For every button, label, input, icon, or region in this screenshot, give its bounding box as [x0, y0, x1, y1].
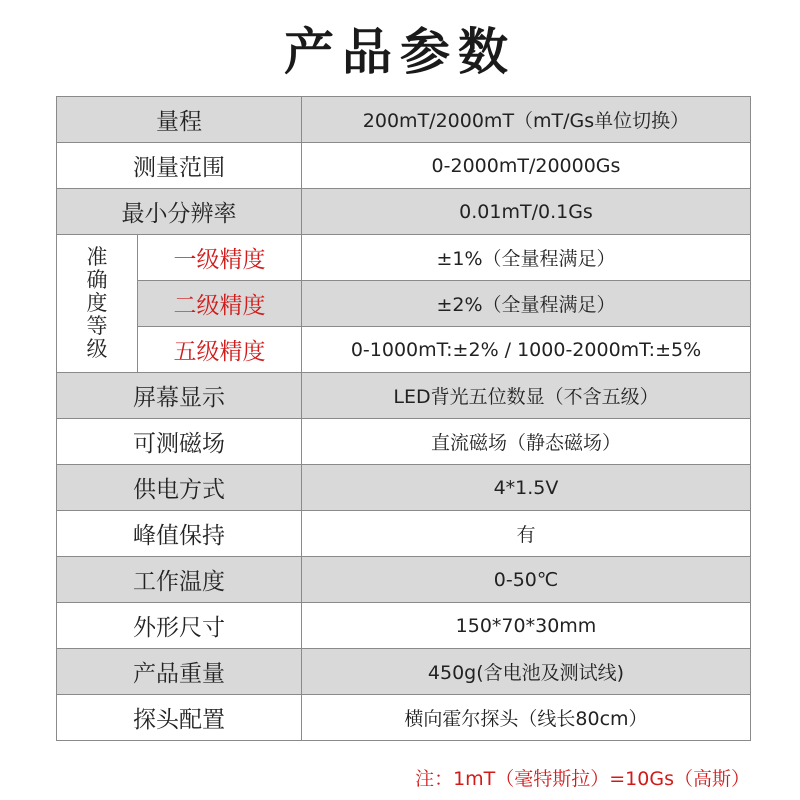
spec-value: 0-50℃ [302, 557, 751, 603]
spec-label: 测量范围 [57, 143, 302, 189]
spec-value: 0-2000mT/20000Gs [302, 143, 751, 189]
accuracy-group-text: 准确度等级 [86, 245, 108, 361]
unit-note: 注：1mT（毫特斯拉）=10Gs（高斯） [415, 768, 750, 790]
spec-label: 峰值保持 [57, 511, 302, 557]
spec-label: 供电方式 [57, 465, 302, 511]
table-row [57, 649, 751, 695]
table-row [57, 465, 751, 511]
spec-value: ±1%（全量程满足） [302, 235, 751, 281]
spec-value: 200mT/2000mT（mT/Gs单位切换） [302, 97, 751, 143]
spec-label: 量程 [57, 97, 302, 143]
spec-value: 0-1000mT:±2% / 1000-2000mT:±5% [302, 327, 751, 373]
spec-table [56, 96, 751, 741]
accuracy-level-label: 二级精度 [138, 281, 302, 327]
spec-value: 150*70*30mm [302, 603, 751, 649]
table-row [57, 97, 751, 143]
table-row [57, 143, 751, 189]
spec-label: 探头配置 [57, 695, 302, 741]
spec-value: 0.01mT/0.1Gs [302, 189, 751, 235]
table-row [57, 695, 751, 741]
accuracy-level-label: 五级精度 [138, 327, 302, 373]
spec-label: 最小分辨率 [57, 189, 302, 235]
accuracy-level-label: 一级精度 [138, 235, 302, 281]
table-row [57, 511, 751, 557]
spec-value: 有 [302, 511, 751, 557]
table-row [57, 327, 751, 373]
table-row [57, 557, 751, 603]
spec-value: 450g(含电池及测试线) [302, 649, 751, 695]
accuracy-group-label [57, 235, 138, 373]
spec-label: 屏幕显示 [57, 373, 302, 419]
spec-value: 横向霍尔探头（线长80cm） [302, 695, 751, 741]
table-row [57, 373, 751, 419]
table-row [57, 235, 751, 281]
page-title: 产品参数 [284, 23, 516, 81]
table-row [57, 603, 751, 649]
spec-value: ±2%（全量程满足） [302, 281, 751, 327]
spec-value: 4*1.5V [302, 465, 751, 511]
spec-value: 直流磁场（静态磁场） [302, 419, 751, 465]
spec-label: 可测磁场 [57, 419, 302, 465]
table-row [57, 281, 751, 327]
spec-label: 工作温度 [57, 557, 302, 603]
table-row [57, 189, 751, 235]
table-row [57, 419, 751, 465]
spec-label: 外形尺寸 [57, 603, 302, 649]
spec-label: 产品重量 [57, 649, 302, 695]
spec-value: LED背光五位数显（不含五级） [302, 373, 751, 419]
